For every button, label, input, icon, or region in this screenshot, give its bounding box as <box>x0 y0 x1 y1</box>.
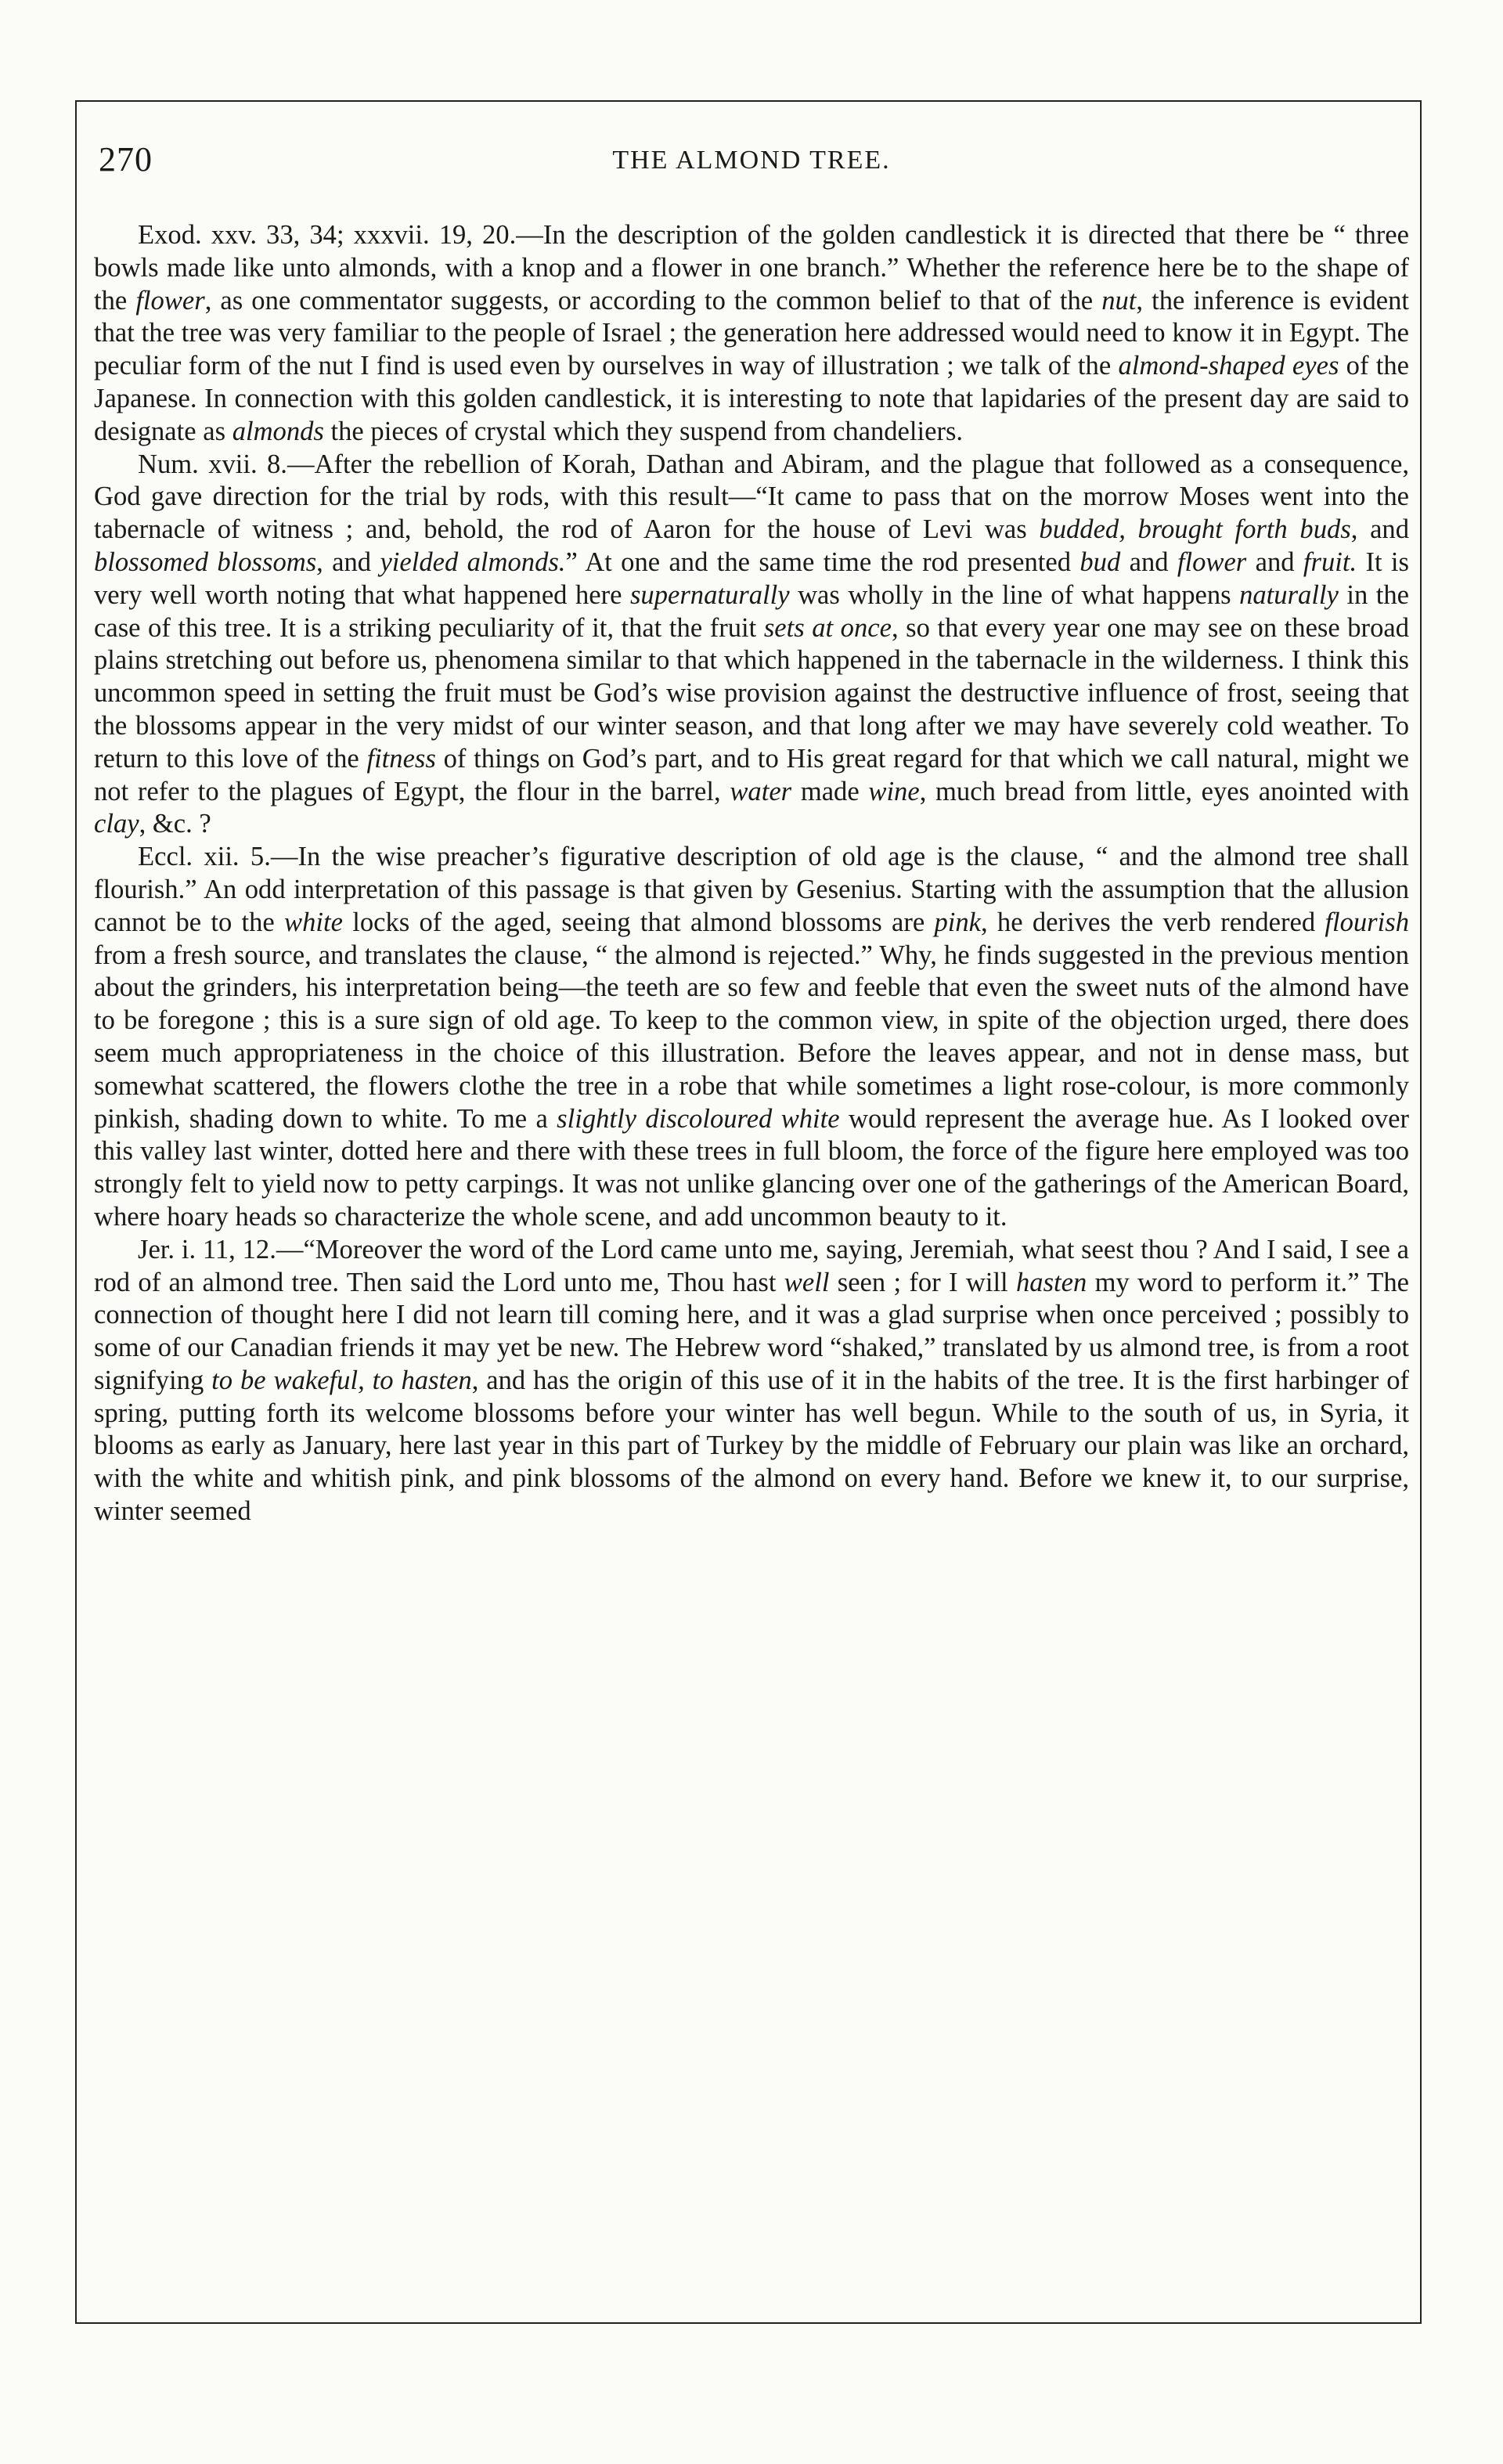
text-run: locks of the aged, seeing that almond blossoms are <box>342 907 935 937</box>
italic-text: to be wakeful, to hasten <box>211 1365 472 1395</box>
paragraph-ecclesiastes <box>94 841 1409 1234</box>
scripture-reference: Exod. xxv. 33, 34; xxxvii. 19, 20. <box>138 220 517 250</box>
text-run: , and <box>316 547 380 577</box>
italic-text: slightly discoloured white <box>557 1103 840 1134</box>
text-run: from a fresh source, and translates the clause, “ the almond is rejected.” Why, he finds suggested in the previous mention about the grinders, his interpretation being—the teeth are so few and feeble that even the sweet nuts of the almond have to be foregone ; this is a sure sign of old age. To keep to the common view, in spite of the objection urged, there does seem much appropriateness in the choice of this illustration. Before the leaves appear, and not in dense mass, but somewhat scattered, the flowers clothe the tree in a robe that while sometimes a light rose-colour, is more commonly pinkish, shading down to white. To me a <box>94 940 1409 1134</box>
italic-text: water <box>730 776 792 806</box>
text-run: —In the description of the golden candlestick it is directed that there be “ three bowls made like unto almonds, with a knop and a flower in one branch.” Whether the reference here be to the shape of the <box>94 220 1409 316</box>
italic-text: white <box>284 907 343 937</box>
text-run: , the inference is evident that the tree was very familiar to the people of Israel ; the generation here addressed would need to know it in Egypt. The peculiar form of the nut I find is used even by ourselves in way of illustration ; we talk of the <box>94 285 1409 381</box>
text-run: , much bread from little, eyes anointed with <box>919 776 1409 806</box>
italic-text: fitness <box>366 743 436 774</box>
italic-text: supernaturally <box>629 579 790 610</box>
text-run: the pieces of crystal which they suspend from chandeliers. <box>323 416 964 446</box>
text-run: of things on God’s part, and to His great regard for that which we call natural, might we not refer to the plagues of Egypt, the flour in the barrel, <box>94 743 1409 806</box>
page <box>94 133 1409 1528</box>
text-run: my word to perform it.” The connection of thought here I did not learn till coming here, and it was a glad surprise when once perceived ; possibly to some of our Canadian friends it may yet be new. The Hebrew word “shaked,” translated by us almond tree, is from a root signifying <box>94 1267 1409 1395</box>
italic-text: flower <box>1177 547 1247 577</box>
text-run: —In the wise preacher’s figurative description of old age is the clause, “ and the almond tree shall flourish.” An odd interpretation of this passage is that given by Gesenius. Starting with the assumption that the allusion cannot be to the <box>94 842 1409 937</box>
italic-text: nut <box>1101 285 1137 316</box>
text-run: would represent the average hue. As I looked over this valley last winter, dotted here and there with these trees in full bloom, the force of the figure here employed was too strongly felt to yield now to petty carpings. It was not unlike glancing over one of the gatherings of the American Board, where hoary heads so characterize the whole scene, and add uncommon beauty to it. <box>94 1103 1410 1232</box>
page-header <box>94 133 1409 188</box>
scripture-reference: Eccl. xii. 5. <box>138 842 271 872</box>
body-text <box>94 219 1409 1528</box>
text-run: of the Japanese. In connection with this golden candlestick, it is interesting to note that lapidaries of the present day are said to designate as <box>94 351 1409 446</box>
italic-text: pink <box>934 907 982 937</box>
paragraph-text <box>94 842 1409 1232</box>
text-run: ” At one and the same time the rod presented <box>565 547 1080 577</box>
text-run: and <box>1246 547 1303 577</box>
text-run: , as one commentator suggests, or according to the common belief to that of the <box>204 285 1102 316</box>
italic-text: bud <box>1079 547 1121 577</box>
text-run: , and <box>1350 514 1409 545</box>
italic-text: budded, brought forth buds <box>1039 514 1351 545</box>
paragraph-text <box>94 1235 1409 1526</box>
italic-text: hasten <box>1015 1267 1087 1297</box>
text-run: and <box>1120 547 1177 577</box>
text-run: , he derives the verb rendered <box>981 907 1325 937</box>
italic-text: wine <box>868 776 920 806</box>
text-run: It is very well worth noting that what happened here <box>94 547 1409 610</box>
italic-text: flower <box>135 285 205 316</box>
italic-text: yielded almonds. <box>380 547 566 577</box>
paragraph-exodus <box>94 219 1409 449</box>
scripture-reference: Num. xvii. 8. <box>138 449 287 479</box>
italic-text: flourish <box>1325 907 1409 937</box>
text-run: —“Moreover the word of the Lord came unto me, saying, Jeremiah, what seest thou ? And I said, I see a rod of an almond tree. Then said the Lord unto me, Thou hast <box>94 1234 1409 1297</box>
text-run: , so that every year one may see on these broad plains stretching out before us, phenomena similar to that which happened in the tabernacle in the wilderness. I think this uncommon speed in setting the fruit must be God’s wise provision against the destructive influence of frost, seeing that the blossoms appear in the very midst of our winter season, and that long after we may have severely cold weather. To return to this love of the <box>94 612 1409 774</box>
paragraph-text <box>94 449 1409 839</box>
text-run: made <box>791 776 869 806</box>
scripture-reference: Jer. i. 11, 12. <box>138 1234 276 1264</box>
paragraph-numbers <box>94 449 1409 842</box>
text-run: in the case of this tree. It is a striking peculiarity of it, that the fruit <box>94 579 1409 643</box>
paragraph-text <box>94 220 1409 446</box>
text-run: , &c. ? <box>139 809 211 839</box>
page-number: 270 <box>99 140 153 179</box>
paragraph-jeremiah <box>94 1234 1409 1528</box>
italic-text: almonds <box>232 416 324 446</box>
italic-text: fruit. <box>1303 547 1357 577</box>
running-title: THE ALMOND TREE. <box>612 146 891 175</box>
italic-text: sets at once <box>763 612 892 643</box>
text-run: was wholly in the line of what happens <box>789 579 1240 610</box>
text-run: , and has the origin of this use of it in the habits of the tree. It is the first harbinger of spring, putting forth its welcome blossoms before your winter has well begun. While to the south of us, in Syria, it blooms as early as January, here last year in this part of Turkey by the middle of February our plain was like an orchard, with the white and whitish pink, and pink blossoms of the almond on every hand. Before we knew it, to our surprise, winter seemed <box>94 1365 1410 1527</box>
italic-text: blossomed blossoms <box>94 547 317 577</box>
text-run: —After the rebellion of Korah, Dathan and Abiram, and the plague that followed as a consequence, God gave direction for the trial by rods, with this result—“It came to pass that on the morrow Moses went into the tabernacle of witness ; and, behold, the rod of Aaron for the house of Levi was <box>94 449 1409 545</box>
italic-text: well <box>784 1267 830 1297</box>
italic-text: clay <box>94 809 139 839</box>
italic-text: naturally <box>1239 579 1339 610</box>
italic-text: almond-shaped eyes <box>1118 351 1339 381</box>
text-run: seen ; for I will <box>829 1267 1016 1297</box>
